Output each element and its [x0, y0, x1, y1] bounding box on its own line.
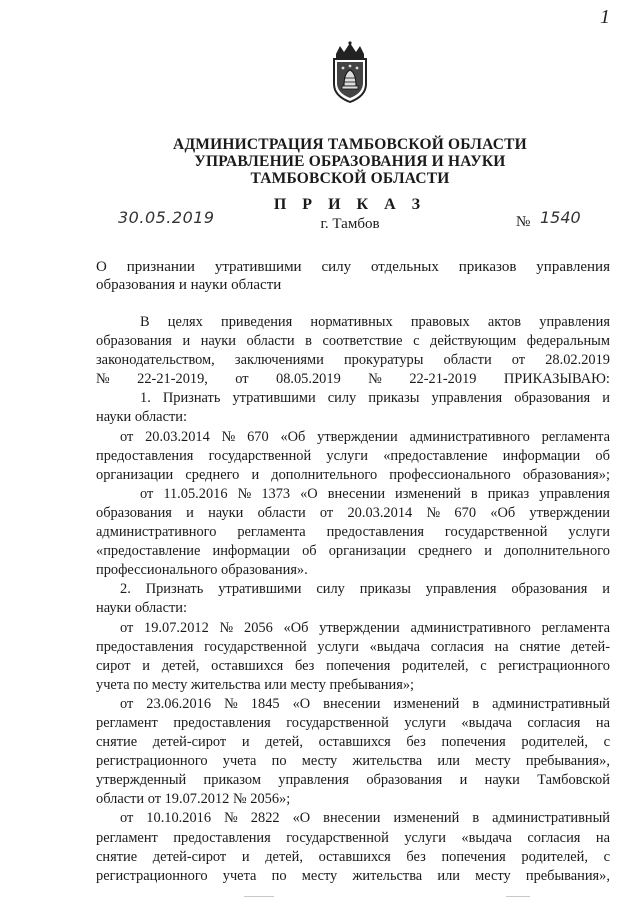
- body-word: целях: [167, 314, 203, 330]
- body-word: «О: [292, 810, 311, 827]
- body-word: услуги: [404, 829, 446, 846]
- body-line: [96, 542, 610, 561]
- body-word: изменений: [395, 485, 461, 502]
- body-word: 19.07.2012: [144, 619, 209, 636]
- body-word: административный: [492, 695, 610, 712]
- body-word: от: [140, 485, 154, 502]
- body-word: с: [603, 734, 610, 751]
- body-word: родителей,: [521, 734, 588, 751]
- body-word: регламента: [541, 428, 610, 445]
- header-line: ТАМБОВСКОЙ ОБЛАСТИ: [250, 170, 450, 187]
- body-word: от: [120, 428, 134, 445]
- body-word: учета: [222, 867, 257, 884]
- body-word: №: [426, 504, 441, 521]
- body-word: детей,: [265, 734, 303, 751]
- body-line: [96, 752, 610, 771]
- body-word: регламент: [96, 714, 158, 731]
- body-word: с: [413, 333, 420, 350]
- body-word: регистрационного: [96, 867, 208, 884]
- body-word: «Об: [283, 619, 309, 636]
- body-word: 22-21-2019,: [137, 371, 208, 388]
- body-word: об: [302, 543, 317, 560]
- body-word: образования: [96, 333, 172, 350]
- body-word: информации: [502, 447, 581, 464]
- body-word: административного: [96, 524, 217, 541]
- body-word: 1.: [140, 390, 151, 407]
- body-word: оставшихся: [318, 734, 391, 751]
- body-word: по: [271, 867, 287, 884]
- body-line: [96, 370, 610, 389]
- body-line: [96, 809, 610, 828]
- body-word: снятие: [519, 638, 561, 655]
- body-word: детей,: [265, 848, 303, 865]
- body-word: регистрационного: [498, 657, 610, 674]
- body-word: управления: [539, 485, 610, 502]
- body-word: предоставления: [96, 447, 194, 464]
- body-word: «предоставление: [383, 447, 488, 464]
- body-word: родителей,: [521, 848, 588, 865]
- body-word: внесении: [327, 485, 386, 502]
- body-word: административный: [492, 810, 610, 827]
- body-word: соответствие: [322, 333, 403, 350]
- body-word: силу: [316, 581, 345, 598]
- body-word: образования: [96, 504, 172, 521]
- body-line: [96, 389, 610, 408]
- body-word: оставшихся: [211, 657, 284, 674]
- body-word: и: [484, 543, 492, 560]
- body-word: на: [494, 638, 509, 655]
- body-word: 28.02.2019: [545, 352, 610, 369]
- body-word: административного: [409, 428, 530, 445]
- body-word: в: [472, 695, 480, 712]
- body-line: [96, 829, 610, 848]
- subject-word: О: [96, 259, 107, 275]
- subject-line: образования и науки области: [96, 277, 282, 293]
- subject-word: силу: [321, 259, 352, 275]
- body-word: утверждении: [529, 504, 610, 521]
- body-word: и: [602, 390, 610, 407]
- body-word: об: [595, 447, 610, 464]
- body-word: предоставления: [326, 524, 424, 541]
- order-body: [96, 313, 610, 886]
- body-word: утверждении: [317, 428, 398, 445]
- body-word: от: [120, 695, 134, 712]
- body-word: 20.03.2014: [145, 428, 210, 445]
- handwritten-order-number: 1540: [540, 208, 581, 227]
- body-word: науки: [484, 772, 520, 789]
- body-word: изменений: [393, 810, 460, 827]
- body-word: 11.05.2016: [163, 485, 228, 502]
- body-word: без: [406, 848, 426, 865]
- body-word: организации: [96, 466, 174, 483]
- body-word: и: [182, 333, 191, 350]
- body-line: [96, 771, 610, 790]
- body-word: и: [241, 734, 250, 751]
- body-word: 22-21-2019: [409, 371, 477, 388]
- body-word: приведения: [221, 314, 293, 330]
- body-word: управления: [539, 314, 610, 330]
- body-word: приказы: [359, 581, 411, 598]
- body-word: образования»;: [522, 466, 610, 483]
- body-word: и: [602, 581, 610, 598]
- body-line: [96, 447, 610, 466]
- body-word: 1845: [250, 695, 280, 712]
- body-word: 10.10.2016: [146, 810, 212, 827]
- tambov-coat-of-arms-icon: [326, 40, 374, 104]
- body-word: на: [595, 829, 610, 846]
- body-word: «предоставление: [96, 543, 201, 560]
- body-word: прокуратуры: [343, 352, 424, 369]
- body-word: «Об: [490, 504, 516, 521]
- body-word: регистрационного: [96, 753, 208, 770]
- body-word: ПРИКАЗЫВАЮ:: [503, 371, 610, 388]
- body-word: №: [237, 485, 252, 502]
- body-word: №: [219, 619, 234, 636]
- body-word: №: [368, 371, 382, 388]
- body-word: снятие: [96, 734, 138, 751]
- handwritten-date: 30.05.2019: [118, 208, 215, 227]
- body-word: попечения: [326, 657, 391, 674]
- body-word: внесении: [323, 695, 381, 712]
- body-word: федеральным: [526, 333, 610, 350]
- body-word: организации: [328, 543, 406, 560]
- body-word: науки: [200, 333, 236, 350]
- body-word: от: [120, 619, 134, 636]
- order-number-prefix: №: [516, 214, 531, 230]
- body-word: по: [271, 753, 287, 770]
- body-word: 08.05.2019: [276, 371, 341, 388]
- body-line: учета по месту жительства или месту пребывания»;: [96, 676, 415, 693]
- body-word: предоставления: [173, 829, 271, 846]
- body-line: [96, 695, 610, 714]
- body-word: месту: [475, 753, 511, 770]
- body-word: детей-сирот: [152, 734, 227, 751]
- body-line: [96, 657, 610, 676]
- body-word: «выдача: [461, 714, 512, 731]
- body-word: детей-: [571, 638, 610, 655]
- body-word: услуги: [326, 447, 368, 464]
- page-number-mark: 1: [600, 6, 610, 28]
- body-word: области: [246, 333, 295, 350]
- body-line: профессионального образования».: [96, 562, 308, 579]
- body-word: регламент: [96, 829, 158, 846]
- body-word: Тамбовской: [537, 772, 610, 789]
- body-word: №: [224, 810, 238, 827]
- body-word: приказы: [368, 390, 420, 407]
- header-line: АДМИНИСТРАЦИЯ ТАМБОВСКОЙ ОБЛАСТИ: [173, 136, 527, 153]
- body-word: управления: [278, 772, 349, 789]
- body-word: 2056: [244, 619, 273, 636]
- body-word: месту: [301, 753, 338, 770]
- body-word: силу: [327, 390, 357, 407]
- body-word: в: [472, 810, 480, 827]
- body-line: [96, 619, 610, 638]
- body-word: от: [511, 352, 526, 369]
- body-word: профессионального: [389, 466, 511, 483]
- body-word: изменений: [393, 695, 460, 712]
- body-word: утверждении: [319, 619, 400, 636]
- body-line: [96, 638, 610, 657]
- body-word: жительства: [352, 867, 423, 884]
- body-word: приказом: [203, 772, 261, 789]
- body-line: [96, 714, 610, 733]
- body-word: в: [470, 485, 478, 502]
- body-word: сирот: [96, 657, 131, 674]
- body-word: месту: [301, 867, 338, 884]
- body-word: снятие: [96, 848, 138, 865]
- body-word: утвержденный: [96, 772, 187, 789]
- body-word: или: [437, 867, 460, 884]
- body-word: науки: [208, 504, 244, 521]
- body-word: «выдача: [369, 638, 421, 655]
- body-word: месту: [475, 867, 511, 884]
- body-word: с: [603, 848, 610, 865]
- body-word: детей,: [161, 657, 200, 674]
- body-line: [96, 867, 610, 886]
- body-word: образования: [511, 581, 588, 598]
- body-word: «выдача: [461, 829, 512, 846]
- body-word: предоставления: [173, 714, 271, 731]
- body-word: среднего: [418, 543, 473, 560]
- body-word: 1373: [261, 485, 291, 502]
- body-word: «О: [292, 695, 311, 712]
- body-word: управления: [425, 581, 497, 598]
- body-word: и: [186, 504, 194, 521]
- body-word: от: [319, 504, 334, 521]
- body-word: услуги: [568, 524, 610, 541]
- body-word: без: [294, 657, 315, 674]
- body-word: образования: [366, 772, 443, 789]
- body-word: государственной: [286, 714, 389, 731]
- body-word: 2.: [120, 581, 131, 598]
- body-word: административного: [410, 619, 531, 636]
- body-line: науки области:: [96, 600, 187, 617]
- body-line: области от 19.07.2012 № 2056»;: [96, 791, 291, 808]
- body-word: внесении: [323, 810, 381, 827]
- body-word: с: [480, 657, 487, 674]
- body-word: без: [406, 734, 426, 751]
- body-word: 670: [454, 504, 477, 521]
- body-word: информации: [212, 543, 290, 560]
- subject-line: [96, 258, 610, 276]
- body-word: в: [305, 333, 312, 350]
- body-line: [96, 466, 610, 485]
- authority-header: [0, 136, 640, 187]
- body-word: услуги: [317, 638, 359, 655]
- body-word: пребывания»,: [525, 753, 610, 770]
- body-word: №: [96, 371, 110, 388]
- order-subject: [96, 258, 610, 294]
- body-word: и: [459, 772, 468, 789]
- body-word: и: [241, 848, 250, 865]
- body-word: нормативных: [310, 314, 393, 330]
- body-word: заключениями: [234, 352, 324, 369]
- subject-word: признании: [126, 259, 195, 275]
- body-word: от: [120, 810, 134, 827]
- subject-word: утратившими: [214, 259, 302, 275]
- subject-word: отдельных: [370, 259, 439, 275]
- body-word: Признать: [162, 390, 221, 407]
- body-word: регламента: [237, 524, 306, 541]
- body-word: утратившими: [232, 390, 316, 407]
- body-word: действующим: [430, 333, 517, 350]
- body-word: и: [251, 466, 260, 483]
- body-word: учета: [222, 753, 257, 770]
- subject-word: приказов: [458, 259, 517, 275]
- body-word: государственной: [286, 829, 389, 846]
- body-word: пребывания»,: [525, 867, 610, 884]
- body-line: [96, 848, 610, 867]
- body-word: попечения: [441, 734, 506, 751]
- order-city: г. Тамбов: [320, 216, 380, 232]
- body-line: [96, 504, 610, 523]
- body-word: управления: [431, 390, 503, 407]
- body-word: №: [224, 695, 238, 712]
- body-word: приказ: [487, 485, 530, 502]
- body-word: жительства: [352, 753, 423, 770]
- body-word: или: [437, 753, 460, 770]
- order-title: П Р И К А З: [273, 196, 427, 213]
- body-word: В: [140, 314, 150, 330]
- header-line: УПРАВЛЕНИЕ ОБРАЗОВАНИЯ И НАУКИ: [194, 153, 506, 170]
- body-word: образования: [514, 390, 591, 407]
- body-word: услуги: [404, 714, 446, 731]
- body-line: [96, 580, 610, 599]
- page-bottom-artifacts: [0, 890, 640, 900]
- body-line: [96, 485, 610, 504]
- body-word: дополнительного: [271, 466, 378, 483]
- body-word: попечения: [441, 848, 506, 865]
- body-word: и: [142, 657, 150, 674]
- body-line: [96, 313, 610, 332]
- body-word: 670: [247, 428, 269, 445]
- body-word: государственной: [208, 447, 312, 464]
- body-word: «Об: [280, 428, 306, 445]
- body-word: Признать: [145, 581, 204, 598]
- body-word: №: [221, 428, 236, 445]
- body-word: 20.03.2014: [347, 504, 413, 521]
- body-word: 23.06.2016: [146, 695, 212, 712]
- body-line: [96, 523, 610, 542]
- body-word: «О: [300, 485, 318, 502]
- body-word: согласия: [430, 638, 484, 655]
- body-word: 2822: [250, 810, 280, 827]
- body-word: правовых: [410, 314, 470, 330]
- body-word: согласия: [527, 714, 581, 731]
- body-word: на: [595, 714, 610, 731]
- body-word: законодательством,: [96, 352, 215, 369]
- body-line: науки области:: [96, 409, 187, 426]
- body-word: области: [257, 504, 306, 521]
- body-word: детей-сирот: [152, 848, 227, 865]
- body-line: [96, 733, 610, 752]
- body-line: [96, 428, 610, 447]
- body-word: оставшихся: [318, 848, 391, 865]
- body-word: государственной: [444, 524, 548, 541]
- body-word: дополнительного: [504, 543, 610, 560]
- body-word: области: [443, 352, 492, 369]
- body-word: государственной: [204, 638, 307, 655]
- body-word: утратившими: [218, 581, 302, 598]
- body-word: актов: [487, 314, 522, 330]
- body-word: регламента: [541, 619, 610, 636]
- body-line: [96, 351, 610, 370]
- body-word: среднего: [185, 466, 240, 483]
- body-word: согласия: [527, 829, 581, 846]
- body-word: родителей,: [402, 657, 469, 674]
- subject-word: управления: [536, 259, 610, 275]
- body-word: от: [235, 371, 249, 388]
- body-line: [96, 332, 610, 351]
- body-word: предоставления: [96, 638, 194, 655]
